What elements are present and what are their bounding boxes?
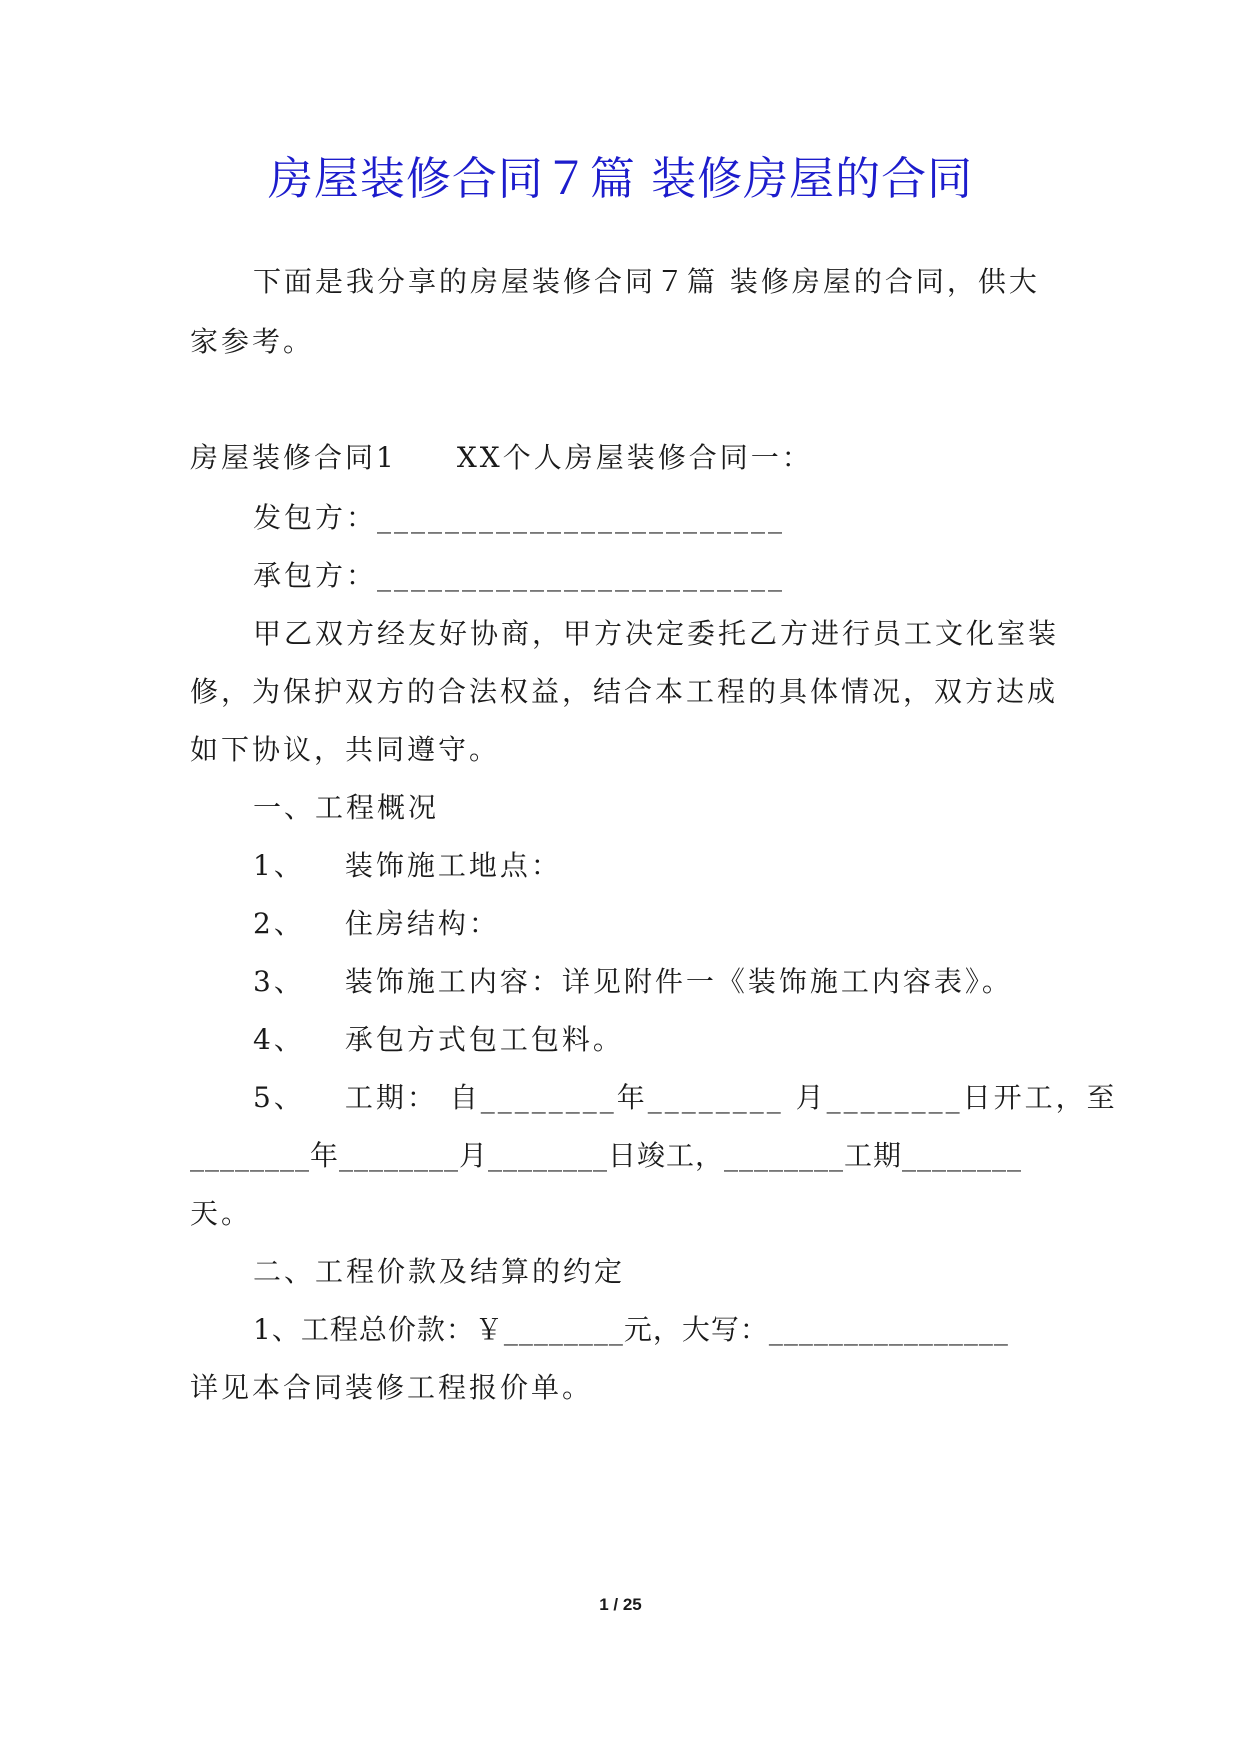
document-title: 房屋装修合同７篇 装修房屋的合同 bbox=[267, 152, 974, 205]
intro-line-2: 家参考。 bbox=[190, 325, 315, 358]
list-item bbox=[253, 1078, 1118, 1118]
para1-line-2: 修，为保护双方的合法权益，结合本工程的具体情况，双方达成 bbox=[190, 675, 1059, 708]
intro-line-1: 下面是我分享的房屋装修合同７篇 装修房屋的合同，供大 bbox=[253, 265, 1040, 298]
heading-price-settlement: 二、工程价款及结算的约定 bbox=[253, 1255, 626, 1288]
list-item-number: 1、 bbox=[253, 849, 305, 882]
list-item-number: 2、 bbox=[253, 907, 305, 940]
list-item-text: 住房结构： bbox=[344, 907, 500, 940]
list-item bbox=[253, 846, 1053, 886]
list-item-number: 3、 bbox=[253, 965, 305, 998]
para1-line-1: 甲乙双方经友好协商，甲方决定委托乙方进行员工文化室装 bbox=[253, 617, 1060, 650]
list-item-number: 4、 bbox=[253, 1023, 305, 1056]
party-b-line: 承包方：________________________ bbox=[253, 559, 786, 592]
list-item-number: 5、 bbox=[253, 1081, 305, 1114]
price-line-1: 1、工程总价款：￥________元，大写：________________ bbox=[253, 1313, 1009, 1346]
list-item-text: 承包方式包工包料。 bbox=[344, 1023, 624, 1056]
section-heading-right: XX个人房屋装修合同一： bbox=[456, 441, 813, 474]
list-item-text: 装饰施工地点： bbox=[344, 849, 562, 882]
party-a-line: 发包方：________________________ bbox=[253, 501, 786, 534]
list-item-text: 装饰施工内容：详见附件一《装饰施工内容表》。 bbox=[344, 965, 1013, 998]
list-item bbox=[253, 1020, 1053, 1060]
list-item-text: 工期： 自________年________ 月________日开工，至 bbox=[344, 1081, 1118, 1114]
item5-line-3: 天。 bbox=[190, 1197, 253, 1230]
section-heading bbox=[190, 438, 1050, 478]
list-item bbox=[253, 904, 1053, 944]
list-item bbox=[253, 962, 1053, 1002]
price-line-2: 详见本合同装修工程报价单。 bbox=[190, 1371, 594, 1404]
page-number: 1 / 25 bbox=[599, 1595, 642, 1614]
section-heading-left: 房屋装修合同1 bbox=[190, 441, 397, 474]
para1-line-3: 如下协议，共同遵守。 bbox=[190, 733, 501, 766]
item5-line-2: ________年________月________日竣工，________工期________ bbox=[190, 1139, 1023, 1172]
heading-project-overview: 一、工程概况 bbox=[253, 791, 440, 824]
